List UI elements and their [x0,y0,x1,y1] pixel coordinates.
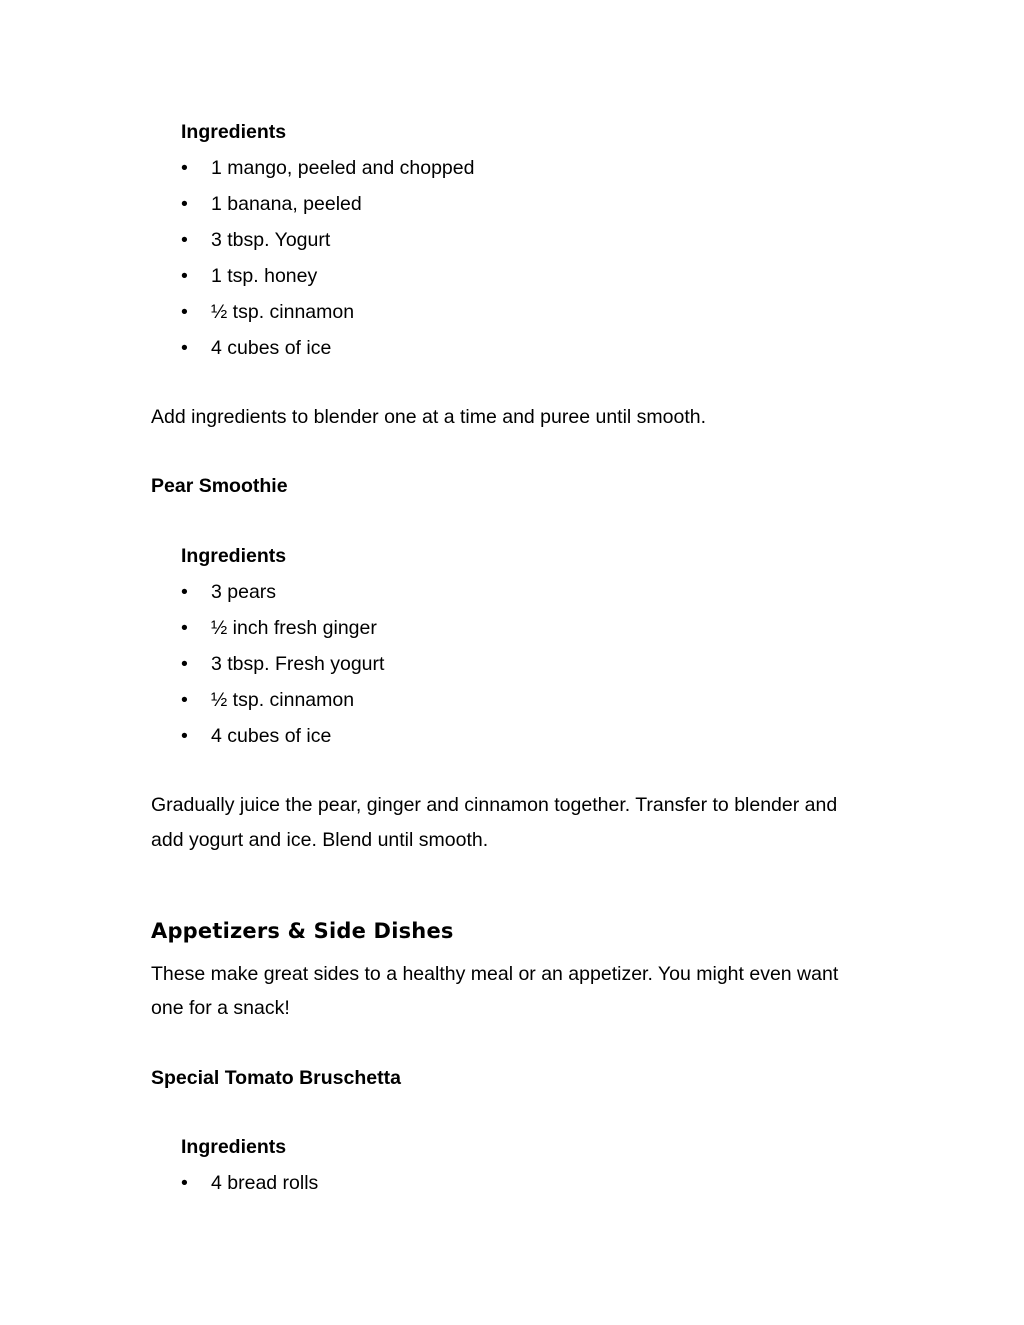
bullet-icon: • [181,337,188,359]
instructions-paragraph: Add ingredients to blender one at a time and puree until smooth. [151,406,707,428]
bullet-icon: • [181,265,188,287]
bullet-icon: • [181,653,188,675]
recipe-title: Pear Smoothie [151,475,288,497]
bullet-icon: • [181,193,188,215]
instructions-line: add yogurt and ice. Blend until smooth. [151,829,489,851]
ingredient-text: 3 pears [211,581,277,603]
intro-line: These make great sides to a healthy meal or an appetizer. You might even want [151,963,839,985]
ingredient-text: ½ tsp. cinnamon [211,689,355,711]
recipe-title: Special Tomato Bruschetta [151,1067,401,1089]
section-heading: Appetizers & Side Dishes [151,919,454,943]
bullet-icon: • [181,1172,188,1194]
bullet-icon: • [181,581,188,603]
bullet-icon: • [181,229,188,251]
ingredient-text: 1 tsp. honey [211,265,318,287]
ingredients-heading: Ingredients [181,545,287,567]
ingredient-text: 4 cubes of ice [211,337,332,359]
instructions-line: Gradually juice the pear, ginger and cinnamon together. Transfer to blender and [151,794,838,816]
bullet-icon: • [181,725,188,747]
ingredient-text: 1 mango, peeled and chopped [211,157,475,179]
bullet-icon: • [181,617,188,639]
ingredient-text: 3 tbsp. Yogurt [211,229,331,251]
bullet-icon: • [181,157,188,179]
ingredients-heading: Ingredients [181,121,287,143]
ingredient-text: 4 bread rolls [211,1172,319,1194]
ingredient-text: 3 tbsp. Fresh yogurt [211,653,385,675]
ingredient-text: 1 banana, peeled [211,193,362,215]
intro-line: one for a snack! [151,997,290,1019]
bullet-icon: • [181,689,188,711]
ingredient-text: ½ tsp. cinnamon [211,301,355,323]
ingredients-heading: Ingredients [181,1136,287,1158]
bullet-icon: • [181,301,188,323]
ingredient-text: ½ inch fresh ginger [211,617,377,639]
ingredient-text: 4 cubes of ice [211,725,332,747]
